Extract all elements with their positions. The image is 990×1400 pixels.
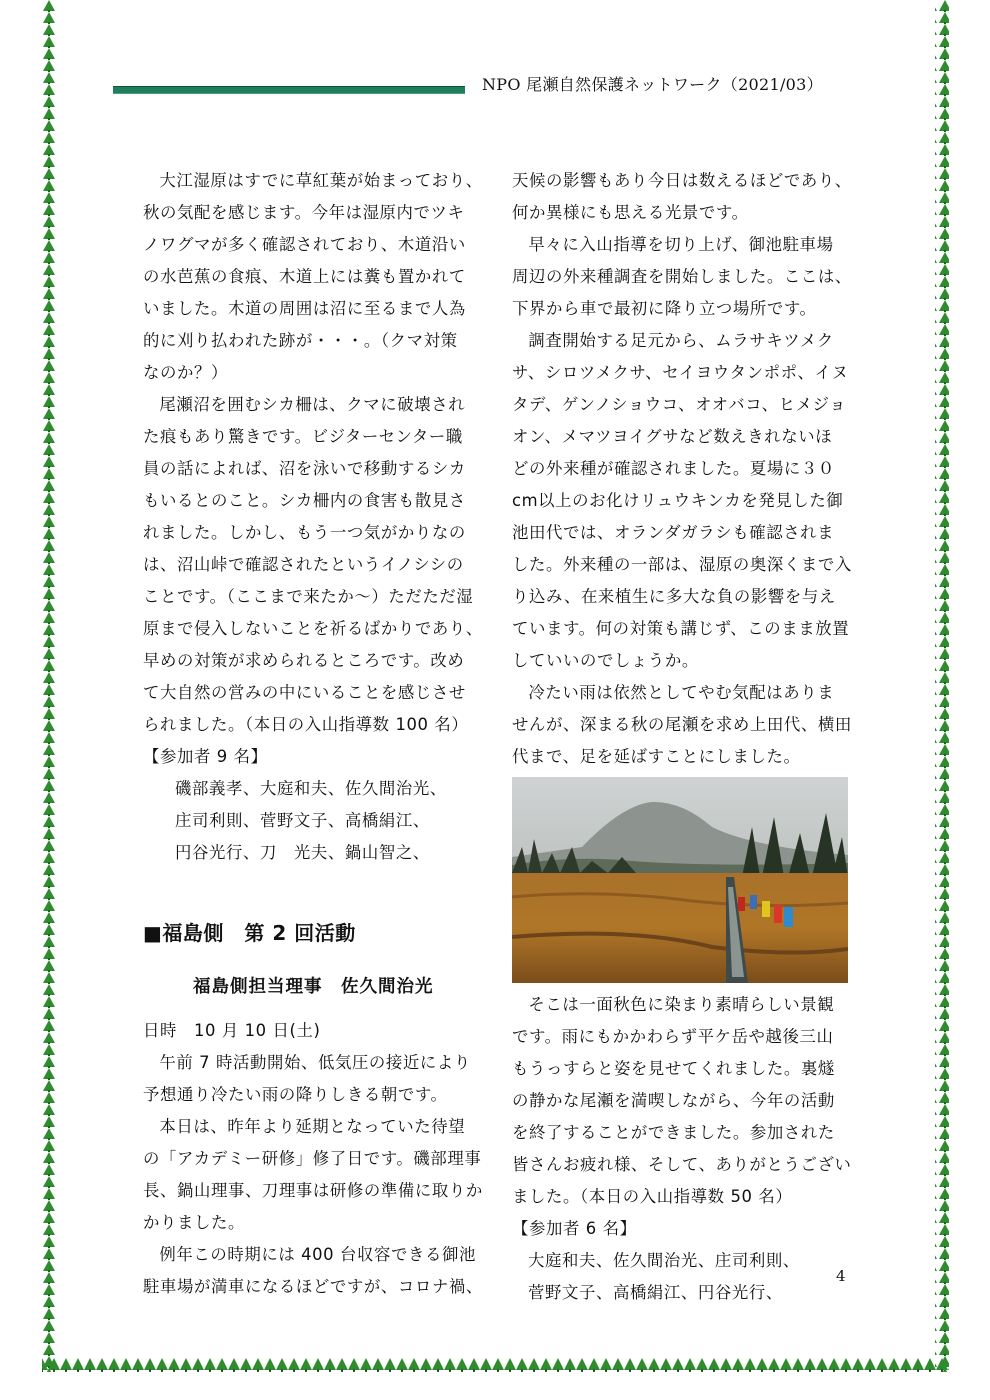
text-line: の「アカデミー研修」修了日です。磯部理事 (143, 1149, 482, 1168)
section-heading: ■福島側 第 2 回活動 (143, 921, 356, 945)
text-line: を終了することができました。参加された (512, 1123, 835, 1142)
paragraph-cold-rain (512, 677, 857, 773)
text-line: 周辺の外来種調査を開始しました。ここは、 (512, 267, 852, 286)
text-line: もうっすらと姿を見せてくれました。裏燧 (512, 1059, 835, 1078)
text-line: 尾瀬沼を囲むシカ柵は、クマに破壊され (159, 395, 466, 414)
text-line: ことです。（ここまで来たか～）ただただ湿 (143, 587, 474, 606)
paragraph-morning (143, 1047, 493, 1111)
paragraph-academy (143, 1111, 493, 1239)
text-line: て大自然の営みの中にいることを感じさせ (143, 683, 466, 702)
activity-date: 日時 10 月 10 日(土) (143, 1021, 321, 1040)
text-line: そこは一面秋色に染まり素晴らしい景観 (528, 995, 835, 1014)
text-line: 予想通り冷たい雨の降りしきる朝です。 (143, 1085, 448, 1104)
text-line: 秋の気配を感じます。今年は湿原内でツキ (143, 203, 465, 222)
text-line: かりました。 (143, 1213, 245, 1232)
text-line: もいるとのこと。シカ柵内の食害も散見さ (143, 491, 466, 510)
text-line: た痕もあり驚きです。ビジターセンター職 (143, 427, 463, 446)
text-line: 何か異様にも思える光景です。 (512, 203, 749, 222)
participants-line: 大庭和夫、佐久間治光、庄司利則、 (528, 1251, 800, 1270)
text-line: 調査開始する足元から、ムラサキツメク (528, 331, 834, 350)
text-line: 的に刈り払われた跡が・・・。（クマ対策 (143, 331, 458, 350)
section-subheading: 福島側担当理事 佐久間治光 (193, 977, 434, 997)
text-line: 員の話によれば、沼を泳いで移動するシカ (143, 459, 466, 478)
text-line: 代まで、足を延ばすことにしました。 (512, 747, 801, 766)
header-rule (113, 86, 465, 94)
paragraph-alien-species (512, 325, 857, 677)
text-line: した。外来種の一部は、湿原の奥深くまで入 (512, 555, 852, 574)
paragraph-survey-start (512, 229, 857, 325)
text-line: サ、シロツメクサ、セイヨウタンポポ、イヌ (512, 363, 849, 382)
text-line: cm以上のお化けリュウキンカを発見した御 (512, 491, 844, 510)
paragraph-parking (143, 1239, 493, 1303)
text-line: ました。（本日の入山指導数 50 名） (512, 1187, 793, 1206)
paragraph-deer-fence (143, 389, 493, 741)
text-line: り込み、在来植生に多大な負の影響を与え (512, 587, 836, 606)
participants-line: 磯部義孝、大庭和夫、佐久間治光、 (175, 779, 447, 798)
text-line: の水芭蕉の食痕、木道上には糞も置かれて (143, 267, 466, 286)
header-title: NPO 尾瀬自然保護ネットワーク（2021/03） (482, 75, 823, 94)
participants-label: 【参加者 6 名】 (512, 1219, 637, 1238)
text-line: タデ、ゲンノショウコ、オオバコ、ヒメジョ (512, 395, 847, 414)
text-line: いました。木道の周囲は沼に至るまで人為 (143, 299, 466, 318)
participants-list (143, 773, 493, 869)
participants-line: 庄司利則、菅野文子、高橋絹江、 (175, 811, 430, 830)
text-line: 午前 7 時活動開始、低気圧の接近により (159, 1053, 471, 1072)
text-line: 下界から車で最初に降り立つ場所です。 (512, 299, 817, 318)
text-line: 本日は、昨年より延期となっていた待望 (159, 1117, 466, 1136)
text-line: していいのでしょうか。 (512, 651, 699, 670)
left-column (143, 165, 493, 1303)
text-line: せんが、深まる秋の尾瀬を求め上田代、横田 (512, 715, 852, 734)
text-line: 早々に入山指導を切り上げ、御池駐車場 (528, 235, 834, 254)
text-line: 大江湿原はすでに草紅葉が始まっており、 (159, 171, 483, 190)
text-line: ています。何の対策も講じず、このまま放置 (512, 619, 850, 638)
text-line: 皆さんお疲れ様、そして、ありがとうござい (512, 1155, 852, 1174)
text-line: 原まで侵入しないことを祈るばかりであり、 (143, 619, 483, 638)
text-line: ノワグマが多く確認されており、木道沿い (143, 235, 466, 254)
participants-label: 【参加者 9 名】 (143, 747, 268, 766)
paragraph-scenery (512, 989, 857, 1213)
text-line: なのか？） (143, 363, 228, 382)
right-column (512, 165, 857, 1309)
text-line: 天候の影響もあり今日は数えるほどであり、 (512, 171, 852, 190)
autumn-marsh-photo (512, 777, 848, 983)
text-line: オン、メマツヨイグサなど数えきれないほ (512, 427, 833, 446)
page-number: 4 (836, 1267, 846, 1285)
text-line: られました。（本日の入山指導数 100 名） (143, 715, 469, 734)
text-line: 駐車場が満車になるほどですが、コロナ禍、 (143, 1277, 483, 1296)
text-line: です。雨にもかかわらず平ケ岳や越後三山 (512, 1027, 834, 1046)
text-line: は、沼山峠で確認されたというイノシシの (143, 555, 464, 574)
text-line: れました。しかし、もう一つ気がかりなの (143, 523, 466, 542)
text-line: 早めの対策が求められるところです。改め (143, 651, 465, 670)
text-line: 池田代では、オランダガラシも確認されま (512, 523, 835, 542)
text-line: 長、鍋山理事、刀理事は研修の準備に取りか (143, 1181, 483, 1200)
text-line: の静かな尾瀬を満喫しながら、今年の活動 (512, 1091, 835, 1110)
participants-line: 円谷光行、刀 光夫、鍋山智之、 (175, 843, 430, 862)
paragraph-weather (512, 165, 857, 229)
participants-line: 菅野文子、高橋絹江、円谷光行、 (528, 1283, 783, 1302)
paragraph-oe-marsh (143, 165, 493, 389)
participants-list (512, 1245, 857, 1309)
text-line: どの外来種が確認されました。夏場に３０ (512, 459, 835, 478)
text-line: 例年この時期には 400 台収容できる御池 (159, 1245, 476, 1264)
text-line: 冷たい雨は依然としてやむ気配はありま (528, 683, 835, 702)
